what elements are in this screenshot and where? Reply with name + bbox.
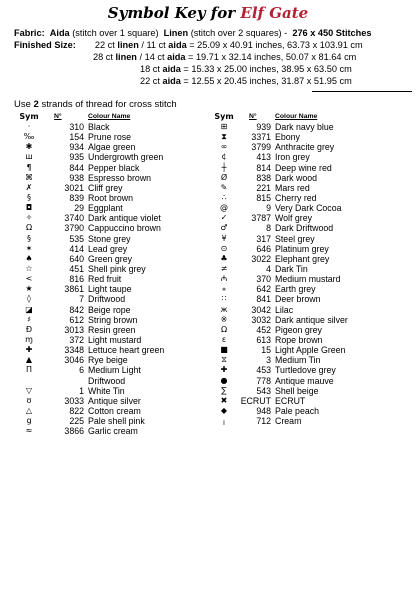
colour-name-cell: Dark Tin bbox=[275, 263, 308, 274]
colour-name-cell: Cappuccino brown bbox=[88, 223, 161, 234]
table-row bbox=[209, 386, 405, 396]
colour-name-cell: Ebony bbox=[275, 132, 300, 143]
fabric-aida: Aida bbox=[49, 28, 70, 38]
table-row bbox=[209, 183, 405, 193]
size-fabric: aida bbox=[167, 52, 186, 62]
symbol-cell: ⧖ bbox=[221, 355, 227, 365]
table-row bbox=[209, 355, 405, 365]
col-name: Colour Name bbox=[275, 113, 318, 120]
fabric-linen: Linen bbox=[163, 28, 189, 38]
colour-name-cell: Undergrowth green bbox=[88, 152, 164, 163]
table-row bbox=[14, 355, 218, 365]
symbol-cell: ✧ bbox=[25, 213, 33, 223]
symbol-cell: ▲ bbox=[25, 355, 33, 365]
symbol-cell: < bbox=[25, 274, 33, 284]
symbol-cell: ☆ bbox=[25, 263, 33, 273]
colour-name-cell: Medium mustard bbox=[275, 274, 341, 285]
code-cell: 3790 bbox=[64, 223, 84, 234]
code-cell: 3032 bbox=[251, 314, 271, 325]
table-row bbox=[209, 396, 405, 406]
code-cell: 822 bbox=[69, 405, 84, 416]
code-cell: 310 bbox=[69, 122, 84, 132]
code-cell: 844 bbox=[69, 162, 84, 173]
code-cell: 612 bbox=[69, 314, 84, 325]
symbol-cell: ♠ bbox=[25, 253, 33, 263]
colour-name-cell: Driftwood bbox=[88, 375, 126, 386]
symbol-cell: ✚ bbox=[25, 345, 33, 355]
fabric-label: Fabric: bbox=[14, 28, 45, 38]
fabric-linen-note: (stitch over 2 squares) - bbox=[190, 28, 288, 38]
colour-name-cell: Antique silver bbox=[88, 395, 141, 406]
code-cell: 221 bbox=[256, 182, 271, 193]
table-row bbox=[14, 142, 218, 152]
colour-name-cell: Deer brown bbox=[275, 294, 321, 305]
table-row bbox=[14, 325, 218, 335]
finished-size-line-3 bbox=[140, 64, 352, 75]
colour-name-cell: Light mustard bbox=[88, 334, 142, 345]
code-cell: 154 bbox=[69, 132, 84, 143]
table-row bbox=[14, 294, 218, 304]
colour-name-cell: Turtledove grey bbox=[275, 365, 336, 376]
code-cell: 3046 bbox=[64, 355, 84, 366]
symbol-cell: ◊ bbox=[27, 294, 31, 304]
code-cell: 938 bbox=[69, 172, 84, 183]
code-cell: 3866 bbox=[64, 426, 84, 437]
table-row bbox=[14, 365, 218, 375]
symbol-cell: ✶ bbox=[25, 243, 33, 253]
colour-name-cell: Shell beige bbox=[275, 385, 319, 396]
table-row bbox=[14, 163, 218, 173]
table-row bbox=[14, 183, 218, 193]
colour-name-cell: Cliff grey bbox=[88, 182, 123, 193]
size-count: 22 ct bbox=[94, 40, 115, 50]
code-cell: 948 bbox=[256, 405, 271, 416]
table-row bbox=[209, 325, 405, 335]
code-cell: 452 bbox=[256, 324, 271, 335]
colour-name-cell: Driftwood bbox=[88, 294, 126, 305]
symbol-cell: ʊ bbox=[26, 395, 32, 405]
table-row bbox=[209, 274, 405, 284]
symbol-cell bbox=[14, 376, 44, 386]
code-cell: 225 bbox=[69, 416, 84, 427]
table-row bbox=[209, 203, 405, 213]
code-cell: 7 bbox=[79, 294, 84, 305]
code-cell: 15 bbox=[261, 345, 271, 356]
col-sym: Sym bbox=[214, 112, 234, 121]
symbol-cell: Ω bbox=[25, 223, 33, 233]
colour-name-cell: Dark wood bbox=[275, 172, 318, 183]
symbol-cell: ✚ bbox=[220, 365, 228, 375]
colour-name-cell: Resin green bbox=[88, 324, 136, 335]
table-row bbox=[209, 335, 405, 345]
symbol-cell: △ bbox=[25, 405, 33, 415]
symbol-cell: ≠ bbox=[220, 263, 228, 273]
size-fabric: linen bbox=[115, 52, 137, 62]
strands-count: 2 bbox=[33, 99, 39, 110]
symbol-cell: § bbox=[27, 192, 31, 202]
colour-name-cell: Elephant grey bbox=[275, 253, 330, 264]
table-row bbox=[209, 315, 405, 325]
symbol-cell: ◆ bbox=[220, 405, 228, 415]
col-sym: Sym bbox=[19, 112, 39, 121]
finished-label: Finished Size: bbox=[14, 40, 76, 50]
table-row bbox=[209, 223, 405, 233]
table-row bbox=[209, 122, 405, 132]
symbol-cell: ✗ bbox=[25, 182, 33, 192]
size-fabric: aida bbox=[162, 76, 181, 86]
table-row bbox=[14, 396, 218, 406]
table-header bbox=[14, 112, 218, 122]
code-cell: 646 bbox=[256, 243, 271, 254]
code-cell: 414 bbox=[69, 243, 84, 254]
table-row bbox=[14, 122, 218, 132]
page-title bbox=[0, 4, 416, 22]
table-row bbox=[209, 264, 405, 274]
table-row bbox=[14, 244, 218, 254]
code-cell: 3021 bbox=[64, 182, 84, 193]
size-dims: = 12.55 x 20.45 inches, 31.87 x 51.95 cm bbox=[180, 76, 352, 86]
code-cell: 413 bbox=[256, 152, 271, 163]
table-row bbox=[14, 386, 218, 396]
code-cell: 370 bbox=[256, 274, 271, 285]
colour-name-cell: Pale shell pink bbox=[88, 416, 145, 427]
table-row bbox=[14, 426, 218, 436]
code-cell: 642 bbox=[256, 284, 271, 295]
colour-name-cell: Platinum grey bbox=[275, 243, 329, 254]
colour-name-cell: Prune rose bbox=[88, 132, 132, 143]
code-cell: 712 bbox=[256, 416, 271, 427]
table-row bbox=[14, 132, 218, 142]
table-row bbox=[14, 416, 218, 426]
symbol-cell: ✎ bbox=[220, 182, 228, 192]
colour-name-cell: Red fruit bbox=[88, 274, 122, 285]
colour-name-cell: Wolf grey bbox=[275, 213, 312, 224]
symbol-cell: ✓ bbox=[220, 213, 228, 223]
symbol-cell: ш bbox=[25, 152, 33, 162]
finished-size-line-4 bbox=[140, 76, 352, 87]
table-row bbox=[14, 234, 218, 244]
symbol-cell: ∷ bbox=[221, 294, 227, 304]
symbol-cell: ж bbox=[220, 304, 228, 314]
table-row bbox=[209, 406, 405, 416]
code-cell: 4 bbox=[266, 263, 271, 274]
code-cell: 9 bbox=[266, 203, 271, 214]
table-row bbox=[14, 305, 218, 315]
code-cell: 935 bbox=[69, 152, 84, 163]
code-cell: 3 bbox=[266, 355, 271, 366]
colour-name-cell: Rye beige bbox=[88, 355, 128, 366]
symbol-table-left bbox=[14, 112, 218, 436]
colour-name-cell: Very Dark Cocoa bbox=[275, 203, 342, 214]
colour-name-cell: Green grey bbox=[88, 253, 133, 264]
table-row bbox=[209, 193, 405, 203]
colour-name-cell: String brown bbox=[88, 314, 138, 325]
colour-name-cell: Dark antique violet bbox=[88, 213, 161, 224]
code-cell: 543 bbox=[256, 385, 271, 396]
symbol-cell: ∞ bbox=[220, 142, 228, 152]
colour-name-cell: Shell pink grey bbox=[88, 263, 146, 274]
size-mid: / 14 ct bbox=[136, 52, 168, 62]
symbol-cell: ⊞ bbox=[220, 122, 228, 131]
colour-name-cell: Deep wine red bbox=[275, 162, 332, 173]
code-cell: 8 bbox=[266, 223, 271, 234]
fabric-aida-note: (stitch over 1 square) bbox=[72, 28, 159, 38]
divider-rule bbox=[312, 91, 412, 92]
code-cell: 535 bbox=[69, 233, 84, 244]
code-cell: 1 bbox=[79, 385, 84, 396]
code-cell: 778 bbox=[256, 375, 271, 386]
size-dims: = 15.33 x 25.00 inches, 38.95 x 63.50 cm bbox=[180, 64, 352, 74]
table-row bbox=[14, 173, 218, 183]
stitch-count: 276 x 450 Stitches bbox=[292, 28, 372, 38]
table-row bbox=[14, 264, 218, 274]
table-row bbox=[209, 234, 405, 244]
colour-name-cell: Dark antique silver bbox=[275, 314, 348, 325]
colour-name-cell: Black bbox=[88, 122, 110, 132]
symbol-cell: ┼ bbox=[221, 162, 227, 172]
size-fabric: aida bbox=[162, 64, 181, 74]
table-row bbox=[209, 305, 405, 315]
symbol-cell: ▽ bbox=[25, 385, 33, 395]
code-cell: 3348 bbox=[64, 345, 84, 356]
symbol-cell: ★ bbox=[25, 284, 33, 294]
colour-name-cell: Stone grey bbox=[88, 233, 131, 244]
symbol-cell: ⧗ bbox=[221, 132, 227, 142]
code-cell: 3799 bbox=[251, 142, 271, 153]
symbol-cell: ■ bbox=[220, 345, 228, 355]
symbol-cell: ⌘ bbox=[25, 172, 33, 182]
table-row bbox=[209, 254, 405, 264]
colour-name-cell: Anthracite grey bbox=[275, 142, 335, 153]
symbol-cell: ♂ bbox=[220, 223, 228, 233]
table-row bbox=[14, 213, 218, 223]
colour-name-cell: Garlic cream bbox=[88, 426, 138, 437]
code-cell: 838 bbox=[256, 172, 271, 183]
code-cell: 3740 bbox=[64, 213, 84, 224]
table-row bbox=[209, 416, 405, 426]
colour-name-cell: Medium Tin bbox=[275, 355, 321, 366]
finished-size-line-1 bbox=[14, 40, 363, 51]
finished-size-line-2 bbox=[93, 52, 356, 63]
col-name: Colour Name bbox=[88, 113, 131, 120]
symbol-cell: ♯ bbox=[27, 314, 31, 324]
colour-name-cell: Light taupe bbox=[88, 284, 132, 295]
code-cell: 317 bbox=[256, 233, 271, 244]
code-cell: ECRUT bbox=[240, 395, 271, 406]
code-cell: 3787 bbox=[251, 213, 271, 224]
colour-name-cell: Lead grey bbox=[88, 243, 128, 254]
code-cell: 3861 bbox=[64, 284, 84, 295]
colour-name-cell: Pepper black bbox=[88, 162, 140, 173]
table-row bbox=[209, 284, 405, 294]
symbol-cell: ‰ bbox=[23, 132, 35, 142]
symbol-cell: ◪ bbox=[25, 304, 33, 314]
code-cell: 372 bbox=[69, 334, 84, 345]
symbol-cell: ♣ bbox=[220, 253, 228, 263]
table-row bbox=[14, 345, 218, 355]
symbol-cell: Π bbox=[25, 365, 32, 375]
table-row bbox=[209, 173, 405, 183]
symbol-cell: ¶ bbox=[26, 162, 32, 172]
table-row bbox=[14, 406, 218, 416]
code-cell: 29 bbox=[74, 203, 84, 214]
colour-name-cell: Cream bbox=[275, 416, 302, 427]
fabric-line bbox=[14, 28, 372, 39]
colour-name-cell: Pale peach bbox=[275, 405, 320, 416]
code-cell: 640 bbox=[69, 253, 84, 264]
colour-name-cell: Cotton cream bbox=[88, 405, 141, 416]
size-fabric: linen bbox=[117, 40, 139, 50]
title-accent: Elf Gate bbox=[240, 4, 309, 22]
colour-name-cell: White Tin bbox=[88, 385, 125, 396]
symbol-cell: @ bbox=[220, 203, 228, 213]
table-row bbox=[209, 213, 405, 223]
table-row bbox=[209, 244, 405, 254]
size-count: 18 ct bbox=[140, 64, 160, 74]
symbol-cell: · bbox=[27, 122, 31, 131]
colour-name-cell: Earth grey bbox=[275, 284, 316, 295]
table-row bbox=[209, 142, 405, 152]
table-row bbox=[209, 163, 405, 173]
symbol-cell: ※ bbox=[220, 314, 228, 324]
code-cell: 815 bbox=[256, 192, 271, 203]
size-dims: = 19.71 x 32.14 inches, 50.07 x 81.64 cm bbox=[185, 52, 357, 62]
table-row bbox=[14, 335, 218, 345]
symbol-cell: ɱ bbox=[25, 334, 33, 344]
col-code: N° bbox=[54, 113, 62, 120]
size-count: 28 ct bbox=[93, 52, 113, 62]
code-cell: 453 bbox=[256, 365, 271, 376]
table-row bbox=[209, 152, 405, 162]
colour-name-cell: Cherry red bbox=[275, 192, 317, 203]
colour-name-cell: Lilac bbox=[275, 304, 294, 315]
colour-name-cell: Pigeon grey bbox=[275, 324, 322, 335]
code-cell: 3371 bbox=[251, 132, 271, 143]
symbol-cell: ≈ bbox=[25, 426, 33, 436]
code-cell: 3042 bbox=[251, 304, 271, 315]
table-row bbox=[14, 254, 218, 264]
code-cell: 613 bbox=[256, 334, 271, 345]
table-row bbox=[14, 152, 218, 162]
code-cell bbox=[44, 376, 88, 386]
symbol-cell: Ð bbox=[25, 324, 33, 334]
table-row bbox=[209, 376, 405, 386]
colour-name-cell: Eggplant bbox=[88, 203, 123, 214]
col-code: N° bbox=[249, 113, 257, 120]
symbol-cell: Ω bbox=[220, 324, 228, 334]
colour-name-cell: ECRUT bbox=[275, 395, 306, 406]
symbol-cell: ✱ bbox=[25, 142, 33, 152]
colour-name-cell: Espresso brown bbox=[88, 172, 152, 183]
code-cell: 939 bbox=[256, 122, 271, 132]
table-row bbox=[14, 315, 218, 325]
code-cell: 6 bbox=[79, 365, 84, 376]
colour-name-cell: Algae green bbox=[88, 142, 136, 153]
table-row bbox=[209, 345, 405, 355]
code-cell: 3022 bbox=[251, 253, 271, 264]
title-main: Symbol Key for bbox=[107, 4, 236, 22]
symbol-cell: ✖ bbox=[220, 395, 228, 405]
symbol-cell: ● bbox=[220, 375, 228, 385]
table-row bbox=[14, 203, 218, 213]
colour-name-cell: Mars red bbox=[275, 182, 310, 193]
table-row bbox=[14, 193, 218, 203]
colour-name-cell: Antique mauve bbox=[275, 375, 334, 386]
colour-name-cell: Lettuce heart green bbox=[88, 345, 165, 356]
symbol-cell: ¢ bbox=[221, 152, 227, 162]
colour-name-cell: Dark Driftwood bbox=[275, 223, 334, 234]
thread-instructions bbox=[14, 99, 177, 110]
table-row bbox=[209, 294, 405, 304]
table-row bbox=[209, 132, 405, 142]
code-cell: 934 bbox=[69, 142, 84, 153]
symbol-cell: ╷ bbox=[221, 416, 227, 426]
symbol-cell: Ø bbox=[220, 172, 228, 182]
size-fabric: aida bbox=[168, 40, 187, 50]
code-cell: 842 bbox=[69, 304, 84, 315]
symbol-cell: ⁎ bbox=[222, 284, 226, 294]
size-dims: = 25.09 x 40.91 inches, 63.73 x 103.91 cm bbox=[186, 40, 363, 50]
symbol-cell: ⊙ bbox=[220, 243, 228, 253]
colour-name-cell: Medium Light bbox=[88, 365, 141, 376]
size-count: 22 ct bbox=[140, 76, 160, 86]
colour-name-cell: Rope brown bbox=[275, 334, 323, 345]
colour-name-cell: Dark navy blue bbox=[275, 122, 334, 132]
code-cell: 3033 bbox=[64, 395, 84, 406]
code-cell: 841 bbox=[256, 294, 271, 305]
strands-pre: Use bbox=[14, 99, 34, 110]
symbol-cell: ∑ bbox=[221, 385, 227, 395]
code-cell: 816 bbox=[69, 274, 84, 285]
colour-name-cell: Iron grey bbox=[275, 152, 310, 163]
symbol-cell: ¥ bbox=[221, 233, 227, 243]
symbol-cell: ₼ bbox=[220, 274, 228, 284]
table-row bbox=[14, 223, 218, 233]
symbol-cell: ɛ bbox=[221, 334, 227, 344]
size-mid: / 11 ct bbox=[138, 40, 169, 50]
table-row bbox=[14, 274, 218, 284]
colour-name-cell: Beige rope bbox=[88, 304, 131, 315]
colour-name-cell: Steel grey bbox=[275, 233, 315, 244]
code-cell: 814 bbox=[256, 162, 271, 173]
symbol-cell: § bbox=[27, 233, 31, 243]
table-row bbox=[209, 365, 405, 375]
symbol-cell: ց bbox=[26, 416, 32, 426]
symbol-table-right bbox=[209, 112, 405, 426]
colour-name-cell: Root brown bbox=[88, 192, 133, 203]
symbol-cell: ∴ bbox=[221, 192, 227, 202]
table-row-continuation bbox=[14, 376, 218, 386]
strands-post: strands of thread for cross stitch bbox=[38, 99, 177, 110]
table-header bbox=[209, 112, 405, 122]
symbol-cell: ◘ bbox=[25, 203, 33, 213]
code-cell: 3013 bbox=[64, 324, 84, 335]
code-cell: 839 bbox=[69, 192, 84, 203]
table-row bbox=[14, 284, 218, 294]
code-cell: 451 bbox=[69, 263, 84, 274]
colour-name-cell: Light Apple Green bbox=[275, 345, 346, 356]
